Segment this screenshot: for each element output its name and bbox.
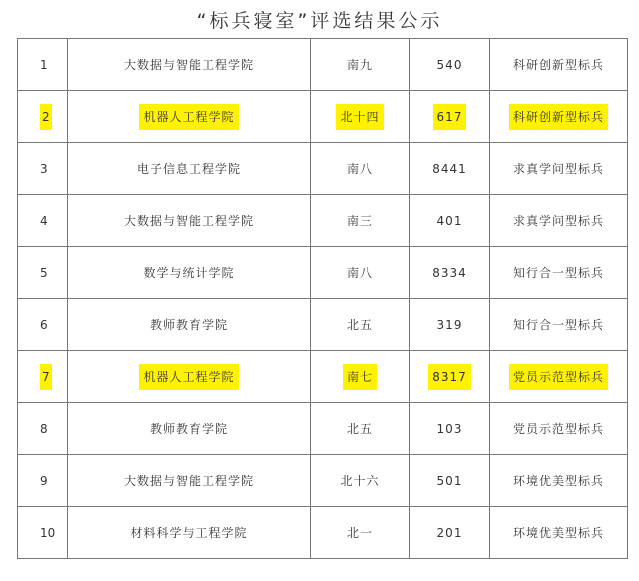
room-number: 8334 xyxy=(432,265,467,280)
award-type: 环境优美型标兵 xyxy=(512,526,604,540)
college-name: 电子信息工程学院 xyxy=(136,162,241,176)
row-number: 2 xyxy=(40,104,52,130)
room-number: 8441 xyxy=(432,161,467,176)
award-type: 党员示范型标兵 xyxy=(509,364,608,390)
college-name: 教师教育学院 xyxy=(149,422,228,436)
college-name: 大数据与智能工程学院 xyxy=(123,474,254,488)
table-row xyxy=(18,455,628,507)
award-type-cell xyxy=(490,507,628,559)
award-type: 科研创新型标兵 xyxy=(512,58,604,72)
dorm-building: 北十四 xyxy=(336,104,383,130)
college-name-cell xyxy=(68,247,311,299)
college-name: 机器人工程学院 xyxy=(139,364,238,390)
room-number: 8317 xyxy=(428,364,471,390)
dorm-building: 南七 xyxy=(343,364,377,390)
dorm-building: 南九 xyxy=(346,58,373,72)
dorm-building-cell xyxy=(311,455,410,507)
room-number: 319 xyxy=(436,317,463,332)
row-number: 5 xyxy=(40,265,48,280)
table-row xyxy=(18,351,628,403)
room-number-cell xyxy=(410,507,490,559)
room-number-cell xyxy=(410,247,490,299)
room-number-cell xyxy=(410,195,490,247)
dorm-building-cell xyxy=(311,39,410,91)
row-number-cell xyxy=(18,507,68,559)
row-number-cell xyxy=(18,195,68,247)
award-type-cell xyxy=(490,403,628,455)
award-type: 环境优美型标兵 xyxy=(512,474,604,488)
room-number-cell xyxy=(410,299,490,351)
dorm-building: 南八 xyxy=(346,266,373,280)
award-type: 知行合一型标兵 xyxy=(512,318,604,332)
row-number: 6 xyxy=(40,317,48,332)
dorm-building: 北十六 xyxy=(340,474,380,488)
award-type: 知行合一型标兵 xyxy=(512,266,604,280)
college-name: 大数据与智能工程学院 xyxy=(123,58,254,72)
dorm-building-cell xyxy=(311,195,410,247)
room-number-cell xyxy=(410,91,490,143)
page-title: “标兵寝室”评选结果公示 xyxy=(196,10,443,32)
table-body xyxy=(18,39,628,559)
room-number-cell xyxy=(410,143,490,195)
room-number-cell xyxy=(410,351,490,403)
row-number: 9 xyxy=(40,473,48,488)
college-name: 教师教育学院 xyxy=(149,318,228,332)
award-type-cell xyxy=(490,455,628,507)
award-type: 求真学问型标兵 xyxy=(512,162,604,176)
table-row xyxy=(18,403,628,455)
row-number-cell xyxy=(18,455,68,507)
dorm-building: 南八 xyxy=(346,162,373,176)
award-type: 科研创新型标兵 xyxy=(509,104,608,130)
award-type-cell xyxy=(490,299,628,351)
room-number: 617 xyxy=(433,104,467,130)
table-row xyxy=(18,247,628,299)
college-name-cell xyxy=(68,455,311,507)
room-number: 540 xyxy=(436,57,463,72)
award-type-cell xyxy=(490,195,628,247)
award-type-cell xyxy=(490,91,628,143)
award-type-cell xyxy=(490,351,628,403)
college-name-cell xyxy=(68,91,311,143)
award-type: 党员示范型标兵 xyxy=(512,422,604,436)
results-table-container xyxy=(17,38,627,559)
college-name-cell xyxy=(68,403,311,455)
room-number-cell xyxy=(410,455,490,507)
dorm-building-cell xyxy=(311,351,410,403)
results-table xyxy=(17,38,628,559)
dorm-building: 北一 xyxy=(346,526,373,540)
award-type-cell xyxy=(490,247,628,299)
room-number-cell xyxy=(410,403,490,455)
table-row xyxy=(18,507,628,559)
dorm-building-cell xyxy=(311,507,410,559)
row-number: 8 xyxy=(40,421,48,436)
row-number-cell xyxy=(18,247,68,299)
dorm-building-cell xyxy=(311,143,410,195)
room-number: 401 xyxy=(436,213,463,228)
row-number: 10 xyxy=(40,525,56,540)
row-number: 3 xyxy=(40,161,48,176)
row-number-cell xyxy=(18,91,68,143)
row-number-cell xyxy=(18,403,68,455)
row-number: 4 xyxy=(40,213,48,228)
college-name-cell xyxy=(68,507,311,559)
college-name: 数学与统计学院 xyxy=(143,266,235,280)
award-type-cell xyxy=(490,39,628,91)
award-type: 求真学问型标兵 xyxy=(512,214,604,228)
row-number-cell xyxy=(18,351,68,403)
row-number: 1 xyxy=(40,57,48,72)
room-number-cell xyxy=(410,39,490,91)
dorm-building-cell xyxy=(311,91,410,143)
row-number-cell xyxy=(18,143,68,195)
college-name: 大数据与智能工程学院 xyxy=(123,214,254,228)
dorm-building: 北五 xyxy=(346,318,373,332)
row-number-cell xyxy=(18,299,68,351)
table-row xyxy=(18,39,628,91)
college-name-cell xyxy=(68,299,311,351)
dorm-building: 南三 xyxy=(346,214,373,228)
table-row xyxy=(18,91,628,143)
dorm-building-cell xyxy=(311,299,410,351)
room-number: 103 xyxy=(436,421,463,436)
college-name: 材料科学与工程学院 xyxy=(130,526,248,540)
college-name-cell xyxy=(68,195,311,247)
college-name: 机器人工程学院 xyxy=(139,104,238,130)
table-row xyxy=(18,143,628,195)
dorm-building: 北五 xyxy=(346,422,373,436)
award-type-cell xyxy=(490,143,628,195)
room-number: 201 xyxy=(436,525,463,540)
college-name-cell xyxy=(68,143,311,195)
dorm-building-cell xyxy=(311,247,410,299)
table-row xyxy=(18,299,628,351)
dorm-building-cell xyxy=(311,403,410,455)
row-number-cell xyxy=(18,39,68,91)
table-row xyxy=(18,195,628,247)
room-number: 501 xyxy=(436,473,463,488)
college-name-cell xyxy=(68,351,311,403)
row-number: 7 xyxy=(40,364,52,390)
college-name-cell xyxy=(68,39,311,91)
